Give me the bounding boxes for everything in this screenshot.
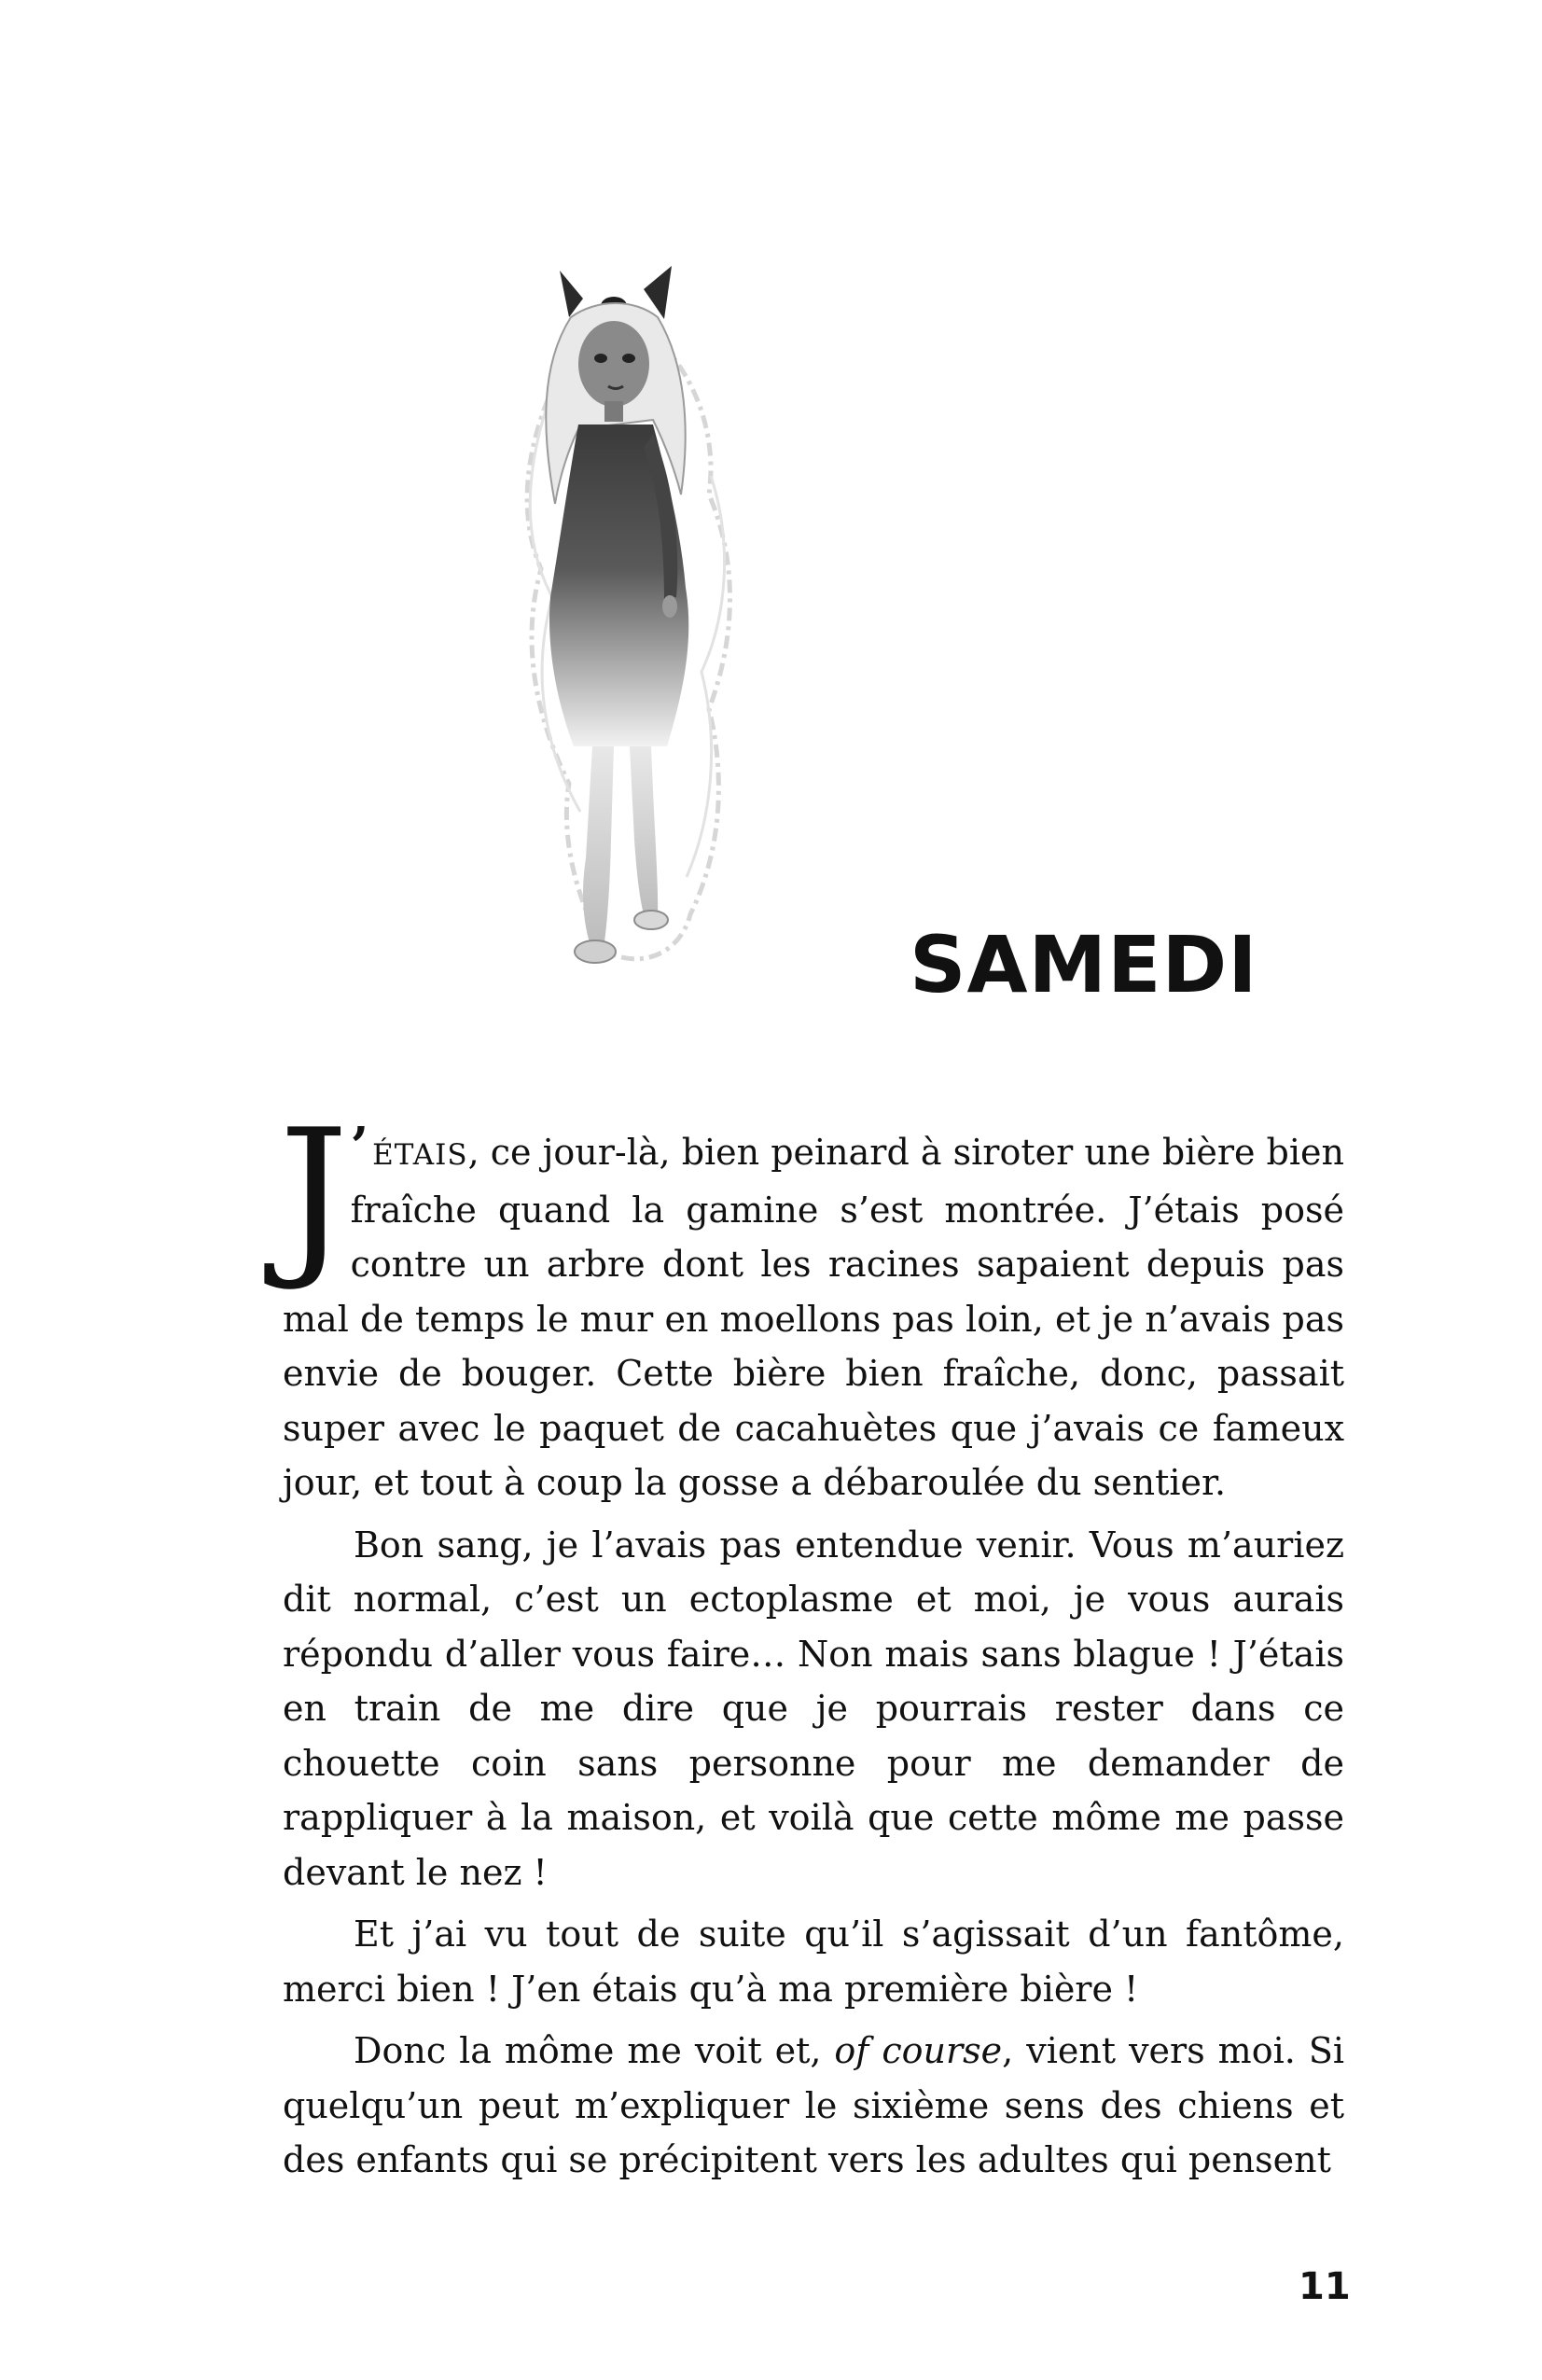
paragraph-4-after: , vient vers moi. Si quelqu’un peut m’expliquer le sixième sens des chiens et des enfants qui se précipitent vers les adultes qui pensent: [283, 2030, 1345, 2180]
drop-cap: J: [279, 1092, 349, 1294]
italic-phrase: of course: [834, 2030, 1003, 2071]
paragraph-1-text: , ce jour-là, bien peinard à siroter une bière bien fraîche quand la gamine s’est montrée. J’étais posé contre un arbre dont les racines sapaient depuis pas mal de temps le mur en moellons pas loin, et je n’avais pas envie de bouger. Cette bière bien fraîche, donc, passait super avec le paquet de cacahuètes que j’avais ce fameux jour, et tout à coup la gosse a débaroulée du sentier.: [283, 1132, 1344, 1503]
paragraph-4: [283, 2024, 1344, 2188]
paragraph-3: Et j’ai vu tout de suite qu’il s’agissait d’un fantôme, merci bien ! J’en étais qu’à ma première bière !: [283, 1914, 1344, 2010]
body-text: [279, 1092, 1345, 2195]
paragraph-4-before: Donc la môme me voit et,: [354, 2030, 835, 2071]
paragraph-2: Bon sang, je l’avais pas entendue venir. Vous m’auriez dit normal, c’est un ectoplasme et moi, je vous aurais répondu d’aller vous faire… Non mais sans blague ! J’étais en train de me dire que je pourrais rester dans ce chouette coin sans personne pour me demander de rappliquer à la maison, et voilà que cette môme me passe devant le nez !: [283, 1524, 1344, 1893]
page-number: 11: [1299, 2265, 1351, 2308]
paragraph-1: [279, 1092, 1344, 1510]
small-caps-word: ÉTAIS: [372, 1138, 468, 1172]
drop-cap-apostrophe: ’: [350, 1116, 369, 1177]
ghost-girl-illustration: [504, 261, 756, 998]
chapter-title: SAMEDI: [910, 919, 1258, 1010]
